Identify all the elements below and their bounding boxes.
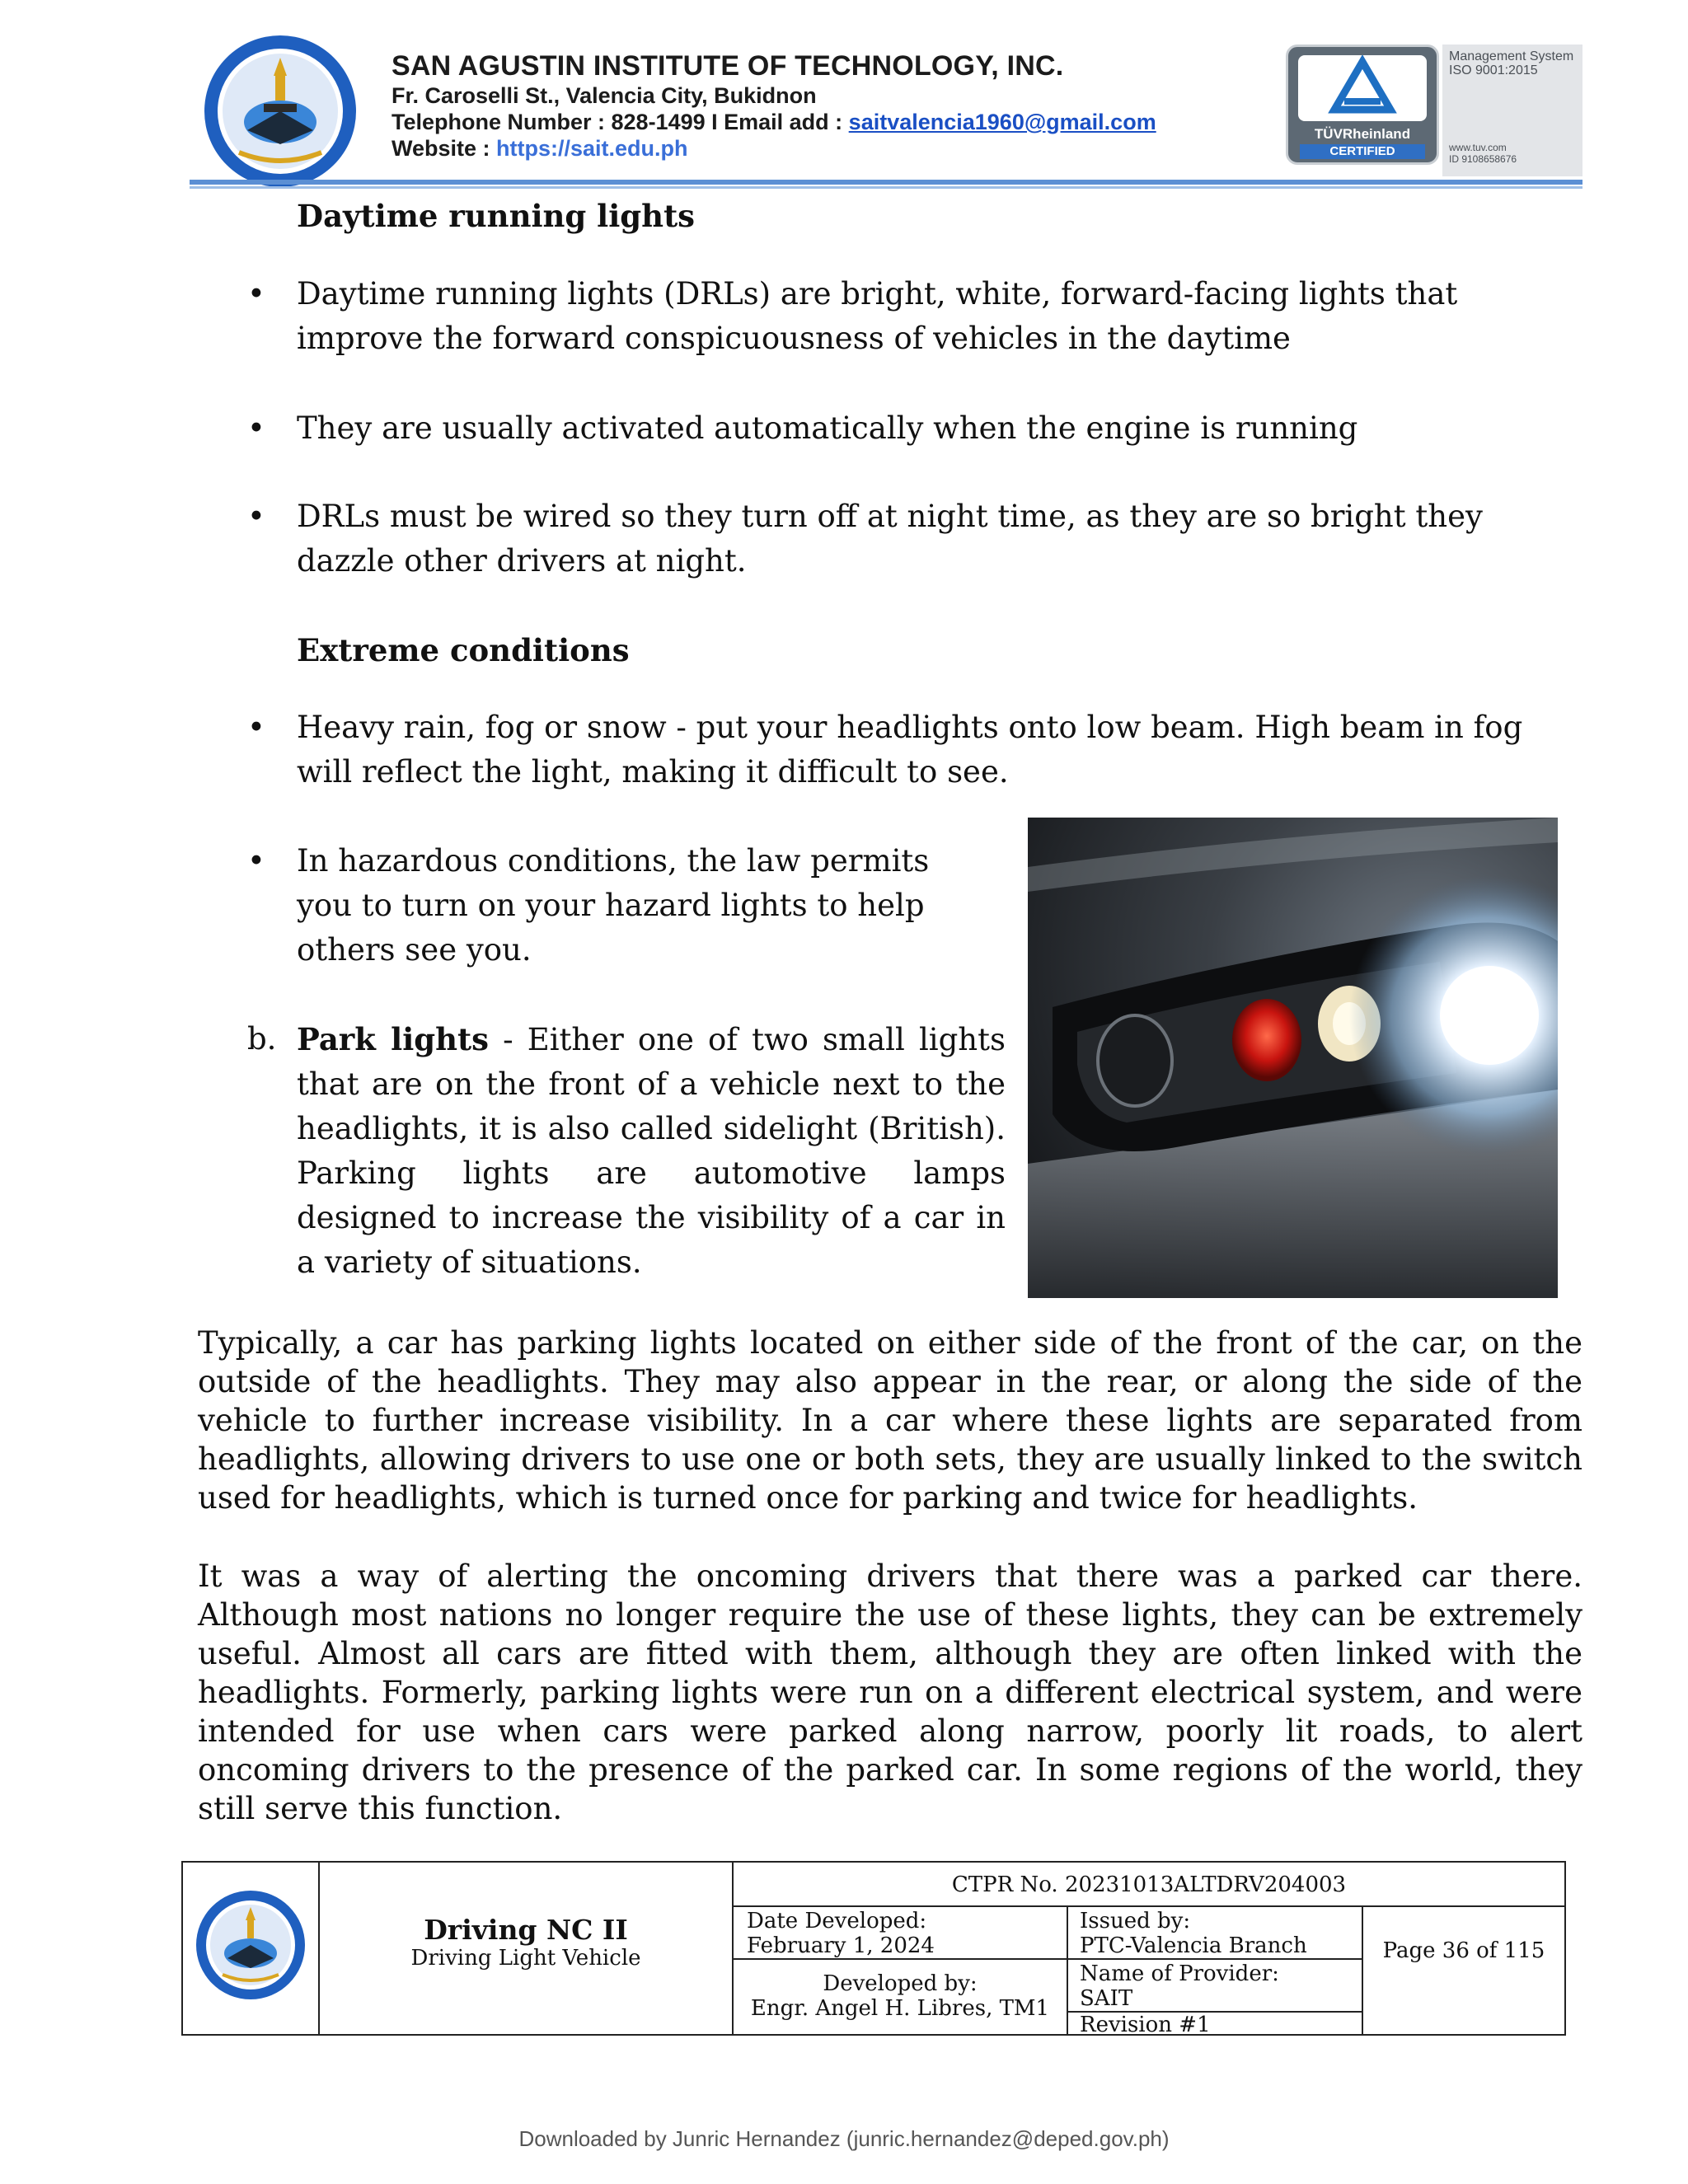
heading-extreme-conditions: Extreme conditions	[297, 632, 630, 668]
table-divider	[1067, 1905, 1068, 2034]
list-item-text	[297, 494, 1582, 583]
issued-by-value: PTC-Valencia Branch	[1080, 1933, 1307, 1958]
tuv-brand: TÜVRheinland	[1314, 126, 1411, 142]
bullet-symbol: •	[247, 710, 265, 745]
bullet-symbol: •	[247, 843, 265, 879]
paragraph-parking-lights-history: It was a way of alerting the oncoming drivers that there was a parked car there. Although most nations no longer require the use of these lights, they can be extremely useful. Almost all cars are fitted with them, although they are often linked with the headlights. Formerly, parking lights were run on a different electrical system, and were intended for use when cars were parked along narrow, poorly lit roads, to alert oncoming drivers to the presence of the parked car. In some regions of the world, they still serve this function.	[198, 1558, 1582, 1826]
text-line: others see you.	[297, 932, 532, 968]
institution-seal-logo	[193, 1887, 308, 2003]
developed-by-value: Engr. Angel H. Libres, TM1	[750, 1996, 1050, 2021]
provider-label: Name of Provider:	[1080, 1961, 1279, 1986]
telephone-label: Telephone Number : 828-1499 I Email add :	[392, 110, 849, 134]
provider-cell	[1080, 1961, 1360, 2011]
heading-daytime-running-lights: Daytime running lights	[297, 198, 695, 234]
text-line: In hazardous conditions, the law permits	[297, 843, 930, 879]
text-line: will reflect the light, making it difficult to see.	[297, 754, 1009, 790]
course-subtitle: Driving Light Vehicle	[410, 1946, 641, 1971]
table-divider	[732, 1905, 1564, 1907]
institution-address: Fr. Caroselli St., Valencia City, Bukidnon	[392, 83, 817, 108]
car-headlight-photo	[1028, 818, 1558, 1298]
issued-by-label: Issued by:	[1080, 1909, 1191, 1933]
list-item-text: They are usually activated automatically when the engine is running	[297, 410, 1358, 446]
park-lights-description: - Either one of two small lights that are on the front of a vehicle next to the headlights, it is also called sidelight (British). Parking lights are automotive lamps designed to increase the visibility of a car in a variety of situations.	[297, 1022, 1006, 1280]
list-item-text	[297, 272, 1582, 361]
text-line: Heavy rain, fog or snow - put your headlights onto low beam. High beam in fog	[297, 710, 1523, 745]
date-developed-value: February 1, 2024	[747, 1933, 935, 1958]
table-divider	[1067, 1958, 1362, 1960]
bullet-symbol: •	[247, 499, 265, 534]
certified-label: CERTIFIED	[1300, 144, 1425, 159]
ctpr-number: CTPR No. 20231013ALTDRV204003	[951, 1872, 1347, 1897]
park-lights-text	[297, 1017, 1006, 1285]
text-line: you to turn on your hazard lights to help	[297, 888, 925, 923]
date-developed-label: Date Developed:	[747, 1909, 927, 1933]
paragraph-parking-lights-location: Typically, a car has parking lights located on either side of the front of the car, on the outside of the headlights. They may also appear in the rear, or along the side of the vehicle to further increase visibility. In a car where these lights are separated from headlights, allowing drivers to use one or both sets, they are usually linked to the switch used for headlights, which is turned once for parking and twice for headlights.	[198, 1325, 1582, 1516]
course-title: Driving NC II	[424, 1914, 628, 1946]
table-divider	[732, 1958, 1067, 1960]
page-number: Page 36 of 115	[1382, 1938, 1545, 1963]
text-line: DRLs must be wired so they turn off at night time, as they are so bright they	[297, 499, 1483, 534]
developed-by-label: Developed by:	[823, 1971, 978, 1996]
provider-value: SAIT	[1080, 1986, 1133, 2011]
text-line: improve the forward conspicuousness of vehicles in the daytime	[297, 321, 1291, 356]
website-link[interactable]: https://sait.edu.ph	[496, 136, 688, 161]
date-developed-cell	[747, 1909, 1060, 1958]
table-divider	[1362, 1905, 1363, 2034]
bullet-symbol: •	[247, 276, 265, 312]
developed-by-cell	[734, 1971, 1067, 2021]
course-cell	[320, 1914, 732, 1971]
text-line: Daytime running lights (DRLs) are bright, white, forward-facing lights that	[297, 276, 1458, 312]
download-notice: Downloaded by Junric Hernandez (junric.hernandez@deped.gov.ph)	[518, 2126, 1170, 2151]
email-link[interactable]: saitvalencia1960@gmail.com	[848, 110, 1156, 134]
issued-by-cell	[1080, 1909, 1360, 1958]
list-marker: b.	[247, 1021, 277, 1057]
institution-name: SAN AGUSTIN INSTITUTE OF TECHNOLOGY, INC.	[392, 50, 1064, 82]
list-item-text	[297, 839, 989, 972]
list-item-text	[297, 705, 1582, 794]
management-system-title: Management System ISO 9001:2015	[1449, 49, 1574, 77]
tuv-url: www.tuv.com	[1449, 142, 1507, 153]
revision-number: Revision #1	[1080, 2013, 1211, 2037]
tuv-id: ID 9108658676	[1449, 153, 1517, 165]
park-lights-title: Park lights	[297, 1021, 489, 1057]
text-line: dazzle other drivers at night.	[297, 543, 747, 579]
bullet-symbol: •	[247, 410, 265, 446]
document-control-table	[181, 1861, 1566, 2036]
website-label: Website :	[392, 136, 497, 161]
